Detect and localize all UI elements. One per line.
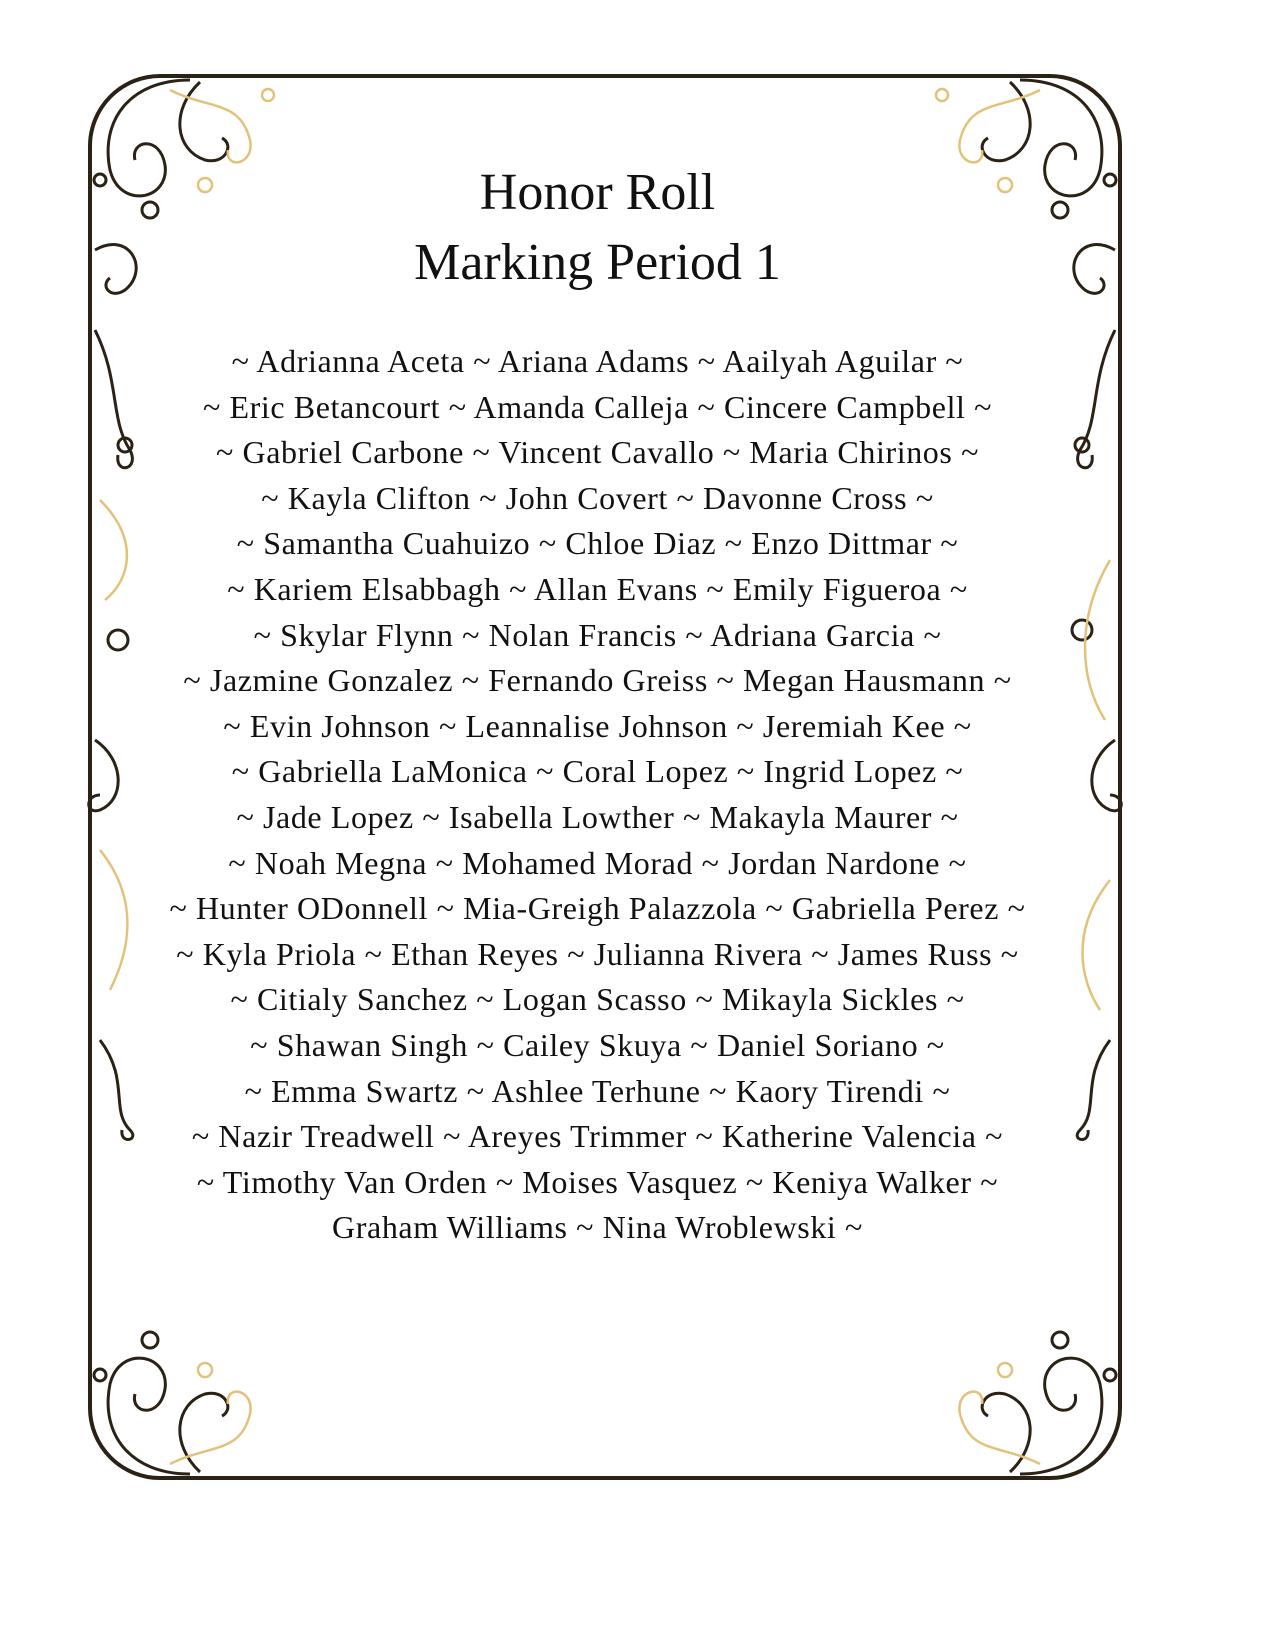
names-line: ~ Noah Megna ~ Mohamed Morad ~ Jordan Nardone ~ [228, 844, 967, 881]
names-line: ~ Kariem Elsabbagh ~ Allan Evans ~ Emily Figueroa ~ [227, 570, 968, 607]
honor-roll-names [0, 339, 1195, 1251]
names-line: ~ Jade Lopez ~ Isabella Lowther ~ Makayla Maurer ~ [236, 798, 959, 835]
names-line: ~ Gabriella LaMonica ~ Coral Lopez ~ Ingrid Lopez ~ [231, 753, 964, 790]
names-line: ~ Emma Swartz ~ Ashlee Terhune ~ Kaory Tirendi ~ [244, 1072, 951, 1109]
names-line: ~ Adrianna Aceta ~ Ariana Adams ~ Aailyah Aguilar ~ [231, 343, 964, 379]
names-line: ~ Shawan Singh ~ Cailey Skuya ~ Daniel Soriano ~ [250, 1026, 945, 1063]
names-line: ~ Evin Johnson ~ Leannalise Johnson ~ Jeremiah Kee ~ [223, 707, 972, 744]
page-title: Honor Roll [479, 164, 716, 221]
names-line: ~ Eric Betancourt ~ Amanda Calleja ~ Cincere Campbell ~ [202, 388, 993, 425]
names-line: ~ Samantha Cuahuizo ~ Chloe Diaz ~ Enzo Dittmar ~ [236, 525, 959, 562]
names-line: ~ Hunter ODonnell ~ Mia-Greigh Palazzola ~ Gabriella Perez ~ [169, 890, 1026, 927]
names-line: ~ Skylar Flynn ~ Nolan Francis ~ Adriana Garcia ~ [253, 616, 942, 653]
page-subtitle: Marking Period 1 [414, 234, 781, 291]
names-line: ~ Kyla Priola ~ Ethan Reyes ~ Julianna Rivera ~ James Russ ~ [176, 935, 1019, 972]
names-line: ~ Nazir Treadwell ~ Areyes Trimmer ~ Katherine Valencia ~ [191, 1118, 1004, 1155]
names-line: ~ Timothy Van Orden ~ Moises Vasquez ~ Keniya Walker ~ [196, 1163, 999, 1200]
names-line: ~ Kayla Clifton ~ John Covert ~ Davonne Cross ~ [261, 479, 934, 516]
names-line: ~ Citialy Sanchez ~ Logan Scasso ~ Mikayla Sickles ~ [230, 981, 965, 1018]
names-line: ~ Gabriel Carbone ~ Vincent Cavallo ~ Maria Chirinos ~ [216, 434, 979, 471]
names-line: Graham Williams ~ Nina Wroblewski ~ [332, 1209, 863, 1246]
names-line: ~ Jazmine Gonzalez ~ Fernando Greiss ~ Megan Hausmann ~ [183, 662, 1012, 699]
